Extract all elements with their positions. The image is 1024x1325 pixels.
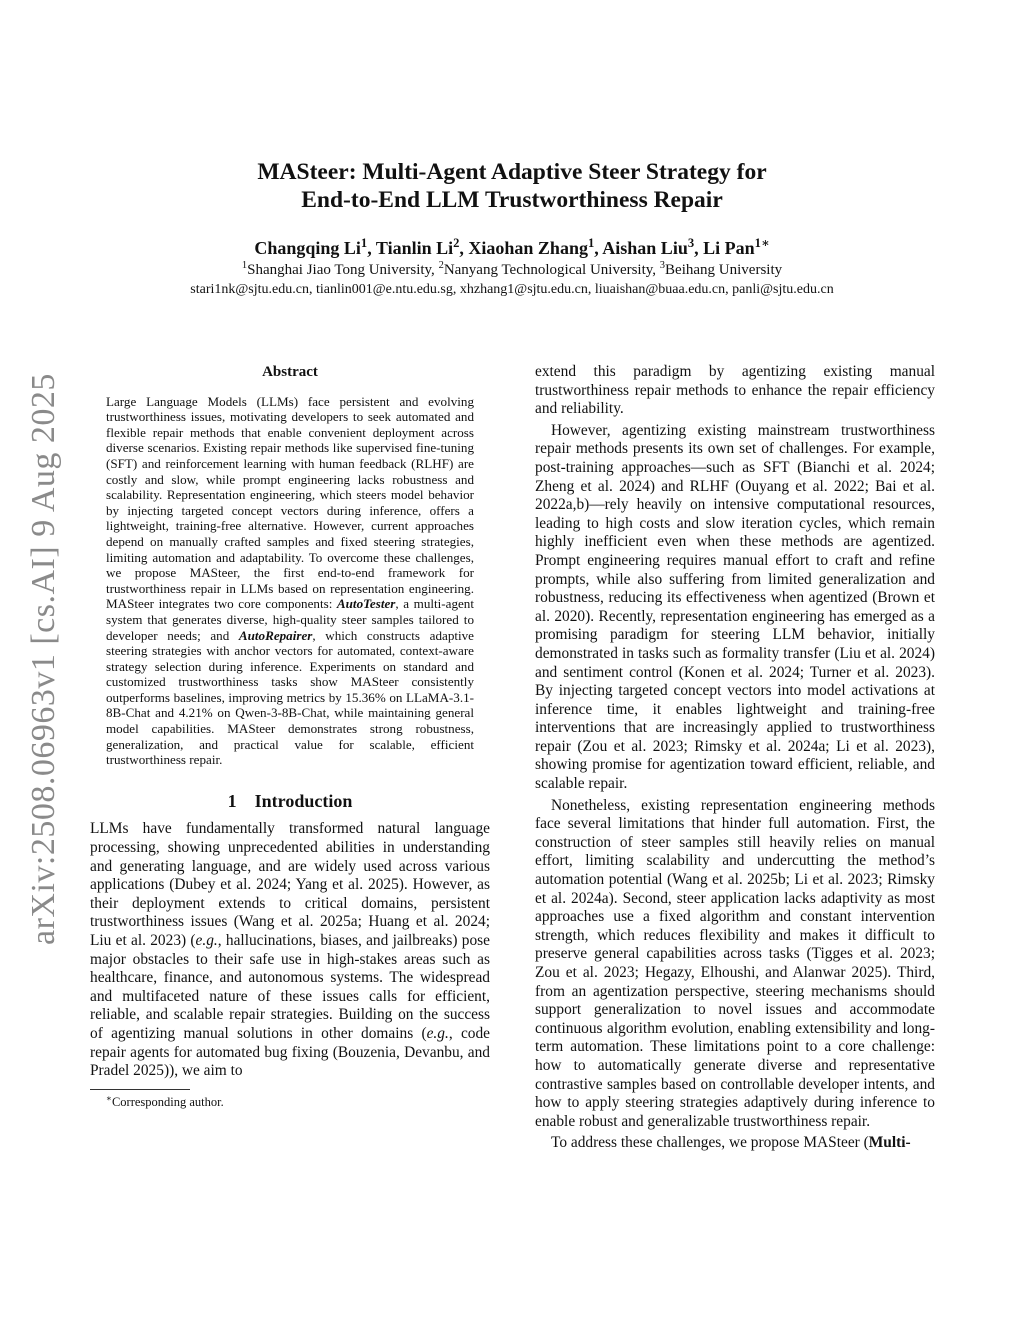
author-affiliation-mark: 1 (360, 236, 368, 250)
abstract-body (106, 394, 474, 768)
section-number: 1 (227, 790, 237, 811)
arxiv-identifier-stamp: arXiv:2508.06963v1 [cs.AI] 9 Aug 2025 (25, 373, 62, 945)
author-affiliation-mark: 2 (453, 236, 460, 250)
abstract-text: Large Language Models (LLMs) face persistent and evolving trustworthiness issues, motivating developers to seek automated and flexible repair methods that enable convenient deployment across diverse scenarios. Existing repair methods like supervised fine-tuning (SFT) and reinforcement learning with human feedback (RLHF) are costly and slow, while prompt engineering lacks robustness and scalability. Representation engineering, which steers model behavior by injecting targeted concept vectors during inference, offers a lightweight, training-free alternative. However, current approaches depend on manually crafted samples and fixed steering strategies, limiting automation and adaptability. To overcome these challenges, we propose MASteer, the first end-to-end framework for trustworthiness repair in LLMs based on representation engineering. MASteer integrates two core components: (106, 393, 474, 612)
body-paragraph: Nonetheless, existing representation engineering methods face several limitations that hinder full automation. First, the construction of steer samples still heavily relies on manual effort, limiting scalability and undercutting the method’s automation potential (Wang et al. 2025b; Li et al. 2023; Rimsky et al. 2024a). Second, steer application lacks adaptivity as most approaches use a fixed algorithm and constant intervention strength, which reduces flexibility and makes it difficult to preserve general capabilities across tasks (Tigges et al. 2023; Zou et al. 2023; Hegazy, Elhoushi, and Alanwar 2025). Third, from an agentization perspective, steering mechanisms should support generalization to novel issues and accommodate continuous algorithm evolution, enabling extensibility and long-term automation. These limitations point to a core challenge: how to automatically generate diverse and representative contrastive samples based on controllable developer intents, and how to apply steering strategies adaptively during inference to enable robust and generalizable trustworthiness repair. (535, 796, 935, 1130)
abstract-text: , a multi-agent system that generates diverse, high-quality steer samples tailored to developer needs; and (106, 596, 474, 643)
author-name: Xiaohan Zhang (468, 238, 588, 258)
body-paragraph: However, agentizing existing mainstream trustworthiness repair methods presents its own set of challenges. For example, post-training approaches—such as SFT (Bianchi et al. 2024; Zheng et al. 2024) and RLHF (Ouyang et al. 2022; Bai et al. 2022a,b)—rely heavily on intensive computational resources, leading to high costs and slow iteration cycles, which remain highly inefficient even when these methods are agentized. Prompt engineering requires manual effort to craft and refine prompts, while also suffering from limited generalization and robustness, reducing its effectiveness when agentized (Brown et al. 2020). Recently, representation engineering has emerged as a promising paradigm for steering LLM behavior, initially demonstrated in tasks such as formality transfer (Liu et al. 2024) and sentiment control (Konen et al. 2024; Turner et al. 2023). By injecting targeted concept vectors into model activations at inference time, it enables lightweight and training-free interventions that are increasingly applied to trustworthiness repair (Zou et al. 2023; Rimsky et al. 2024a; Li et al. 2023), showing promise for agentization toward efficient, reliable, and scalable repair. (535, 421, 935, 793)
title-line-2: End-to-End LLM Trustworthiness Repair (301, 187, 723, 213)
footnote (106, 1094, 490, 1110)
affiliation: Nanyang Technological University, (443, 262, 660, 278)
abstract-text: , which constructs adaptive steering strategies with anchor vectors for automated, context-aware strategy selection during inference. Experiments on standard and customized trustworthiness tasks show MASteer consistently outperforms baselines, improving metrics by 15.36% on LLaMA-3.1-8B-Chat and 4.21% on Qwen-3-8B-Chat, while maintaining general model capabilities. MASteer demonstrates strong robustness, generalization, and practical value for scalable, efficient trustworthiness repair. (106, 627, 474, 768)
section-heading-introduction (90, 792, 490, 811)
author-name: Li Pan (703, 238, 755, 258)
affiliation: Beihang University (665, 262, 783, 278)
author-emails: stari1nk@sjtu.edu.cn, tianlin001@e.ntu.edu.sg, xhzhang1@sjtu.edu.cn, liuaishan@buaa.edu.cn, panli@sjtu.edu.cn (190, 282, 834, 297)
affiliation-mark: 3 (659, 260, 666, 271)
author-name: Tianlin Li (375, 238, 454, 258)
paper-title (0, 158, 1024, 214)
author-name: Changqing Li (254, 238, 361, 258)
body-paragraph: extend this paradigm by agentizing existing manual trustworthiness repair methods to enhance the repair efficiency and reliability. (535, 363, 935, 418)
abbreviation-eg: e.g. (426, 1024, 449, 1042)
bold-acronym-start: Multi- (868, 1134, 911, 1152)
footnote-divider (90, 1089, 190, 1090)
paragraph-text: To address these challenges, we propose MASteer ( (551, 1134, 869, 1152)
title-block (0, 158, 1024, 300)
footnote-text: Corresponding author. (111, 1094, 224, 1109)
right-column (535, 363, 935, 1156)
author-affiliation-mark: 1 (587, 236, 595, 250)
intro-paragraph (90, 820, 490, 1080)
section-title: Introduction (254, 790, 353, 811)
footnote-mark: ∗ (106, 1092, 112, 1103)
author-separator: , (459, 238, 469, 258)
author-affiliation-mark: 3 (687, 236, 695, 250)
paragraph-text: , hallucinations, biases, and jailbreaks) pose major obstacles to their safe use in high-stakes areas such as healthcare, finance, and autonomous systems. The widespread and multifaceted nature of these issues calls for efficient, reliable, and scalable repair strategies. Building on the success of agentizing manual solutions in other domains ( (90, 932, 490, 1042)
affiliation: Shanghai Jiao Tong University, (247, 262, 439, 278)
body-paragraph (535, 1134, 935, 1153)
paragraph-text: LLMs have fundamentally transformed natural language processing, showing unprecedented abilities in understanding and generating language, and are widely used across various applications (Dubey et al. 2024; Yang et al. 2025). However, as their deployment extends to critical domains, persistent trustworthiness issues (Wang et al. 2025a; Huang et al. 2024; Liu et al. 2023) ( (90, 820, 490, 949)
author-separator: , (367, 238, 376, 258)
affiliation-mark: 1 (241, 260, 248, 271)
author-separator: , (594, 238, 603, 258)
abbreviation-eg: e.g. (195, 932, 218, 949)
left-column (90, 363, 490, 1110)
author-name: Aishan Liu (602, 238, 688, 258)
abstract-heading: Abstract (262, 364, 318, 380)
affiliation-mark: 2 (438, 260, 444, 271)
author-list (0, 236, 1024, 260)
author-separator: , (694, 238, 704, 258)
title-line-1: MASteer: Multi-Agent Adaptive Steer Strategy for (257, 159, 767, 185)
affiliations (0, 260, 1024, 280)
abstract-term-autorepairer: AutoRepairer (238, 627, 313, 643)
abstract-term-autotester: AutoTester (336, 596, 396, 612)
paragraph-text: , code repair agents for automated bug fixing (Bouzenia, Devanbu, and Pradel 2025)), we aim to (90, 1024, 491, 1080)
author-affiliation-mark: 1∗ (754, 236, 770, 250)
